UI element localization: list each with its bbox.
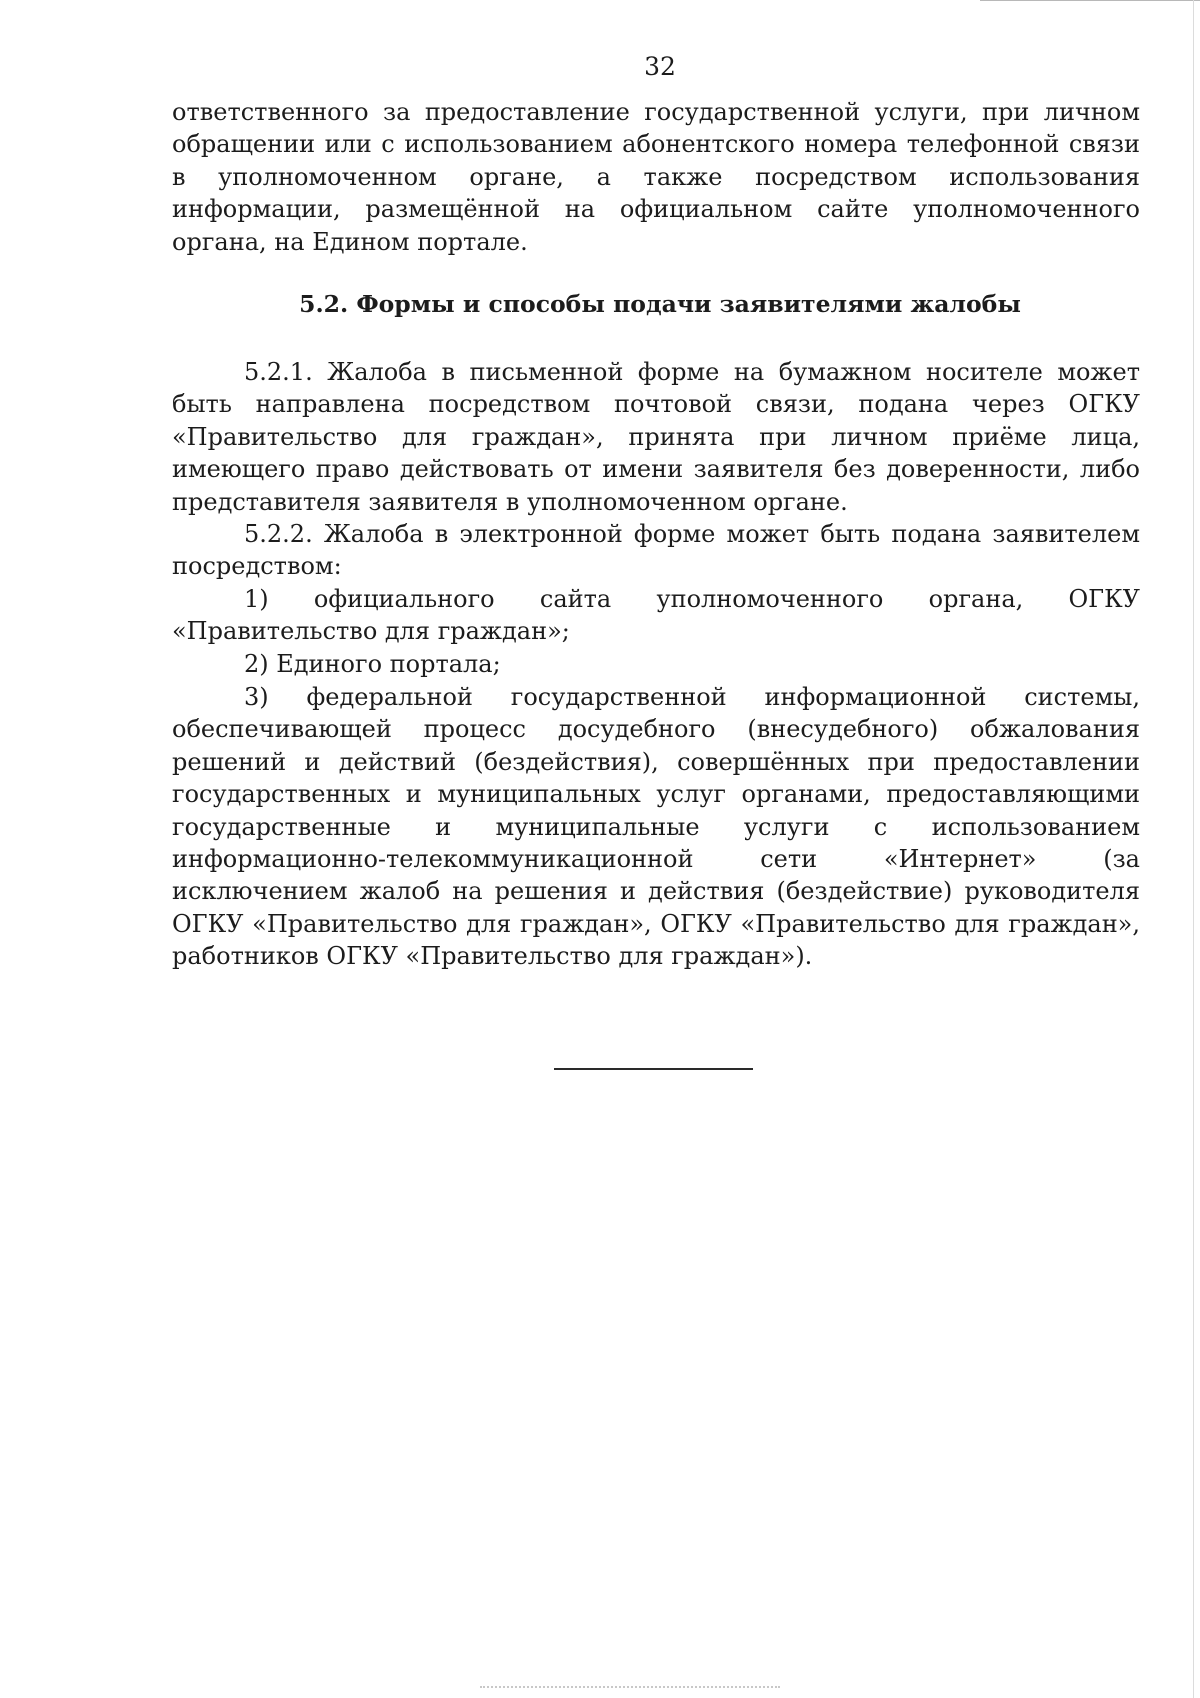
intro-paragraph: ответственного за предоставление государственной услуги, при личном обращении или с использованием абонентского номера телефонной связи в уполномоченном органе, а также посредством использования информации, размещённой на официальном сайте уполномоченного органа, на Едином портале. [172, 98, 1140, 256]
list-item-3: 3) федеральной государственной информационной системы, обеспечивающей процесс досудебного (внесудебного) обжалования решений и действий (бездействия), совершённых при предоставлении государственных и муниципальных услуг органами, предоставляющими государственные и муниципальные услуги с использованием информационно-телекоммуникационной сети «Интернет» (за исключением жалоб на решения и действия (бездействие) руководителя ОГКУ «Правительство для граждан», ОГКУ «Правительство для граждан», работников ОГКУ «Правительство для граждан»). [172, 683, 1140, 971]
paragraph-5-2-1: 5.2.1. Жалоба в письменной форме на бумажном носителе может быть направлена посредством почтовой связи, подана через ОГКУ «Правительство для граждан», принята при личном приёме лица, имеющего право действовать от имени заявителя без доверенности, либо представителя заявителя в уполномоченном органе. [172, 358, 1140, 516]
top-edge-rule [980, 0, 1200, 1]
paragraph-5-2-2: 5.2.2. Жалоба в электронной форме может быть подана заявителем посредством: [172, 520, 1140, 581]
right-edge-line [1193, 0, 1194, 1698]
end-separator-line [554, 1068, 753, 1070]
list-item-2: 2) Единого портала; [244, 650, 501, 678]
section-heading: 5.2. Формы и способы подачи заявителями жалобы [299, 290, 1021, 318]
scan-artifact-dots [480, 1686, 780, 1690]
list-item-1: 1) официального сайта уполномоченного органа, ОГКУ «Правительство для граждан»; [172, 585, 1140, 646]
page-number: 32 [644, 52, 676, 81]
